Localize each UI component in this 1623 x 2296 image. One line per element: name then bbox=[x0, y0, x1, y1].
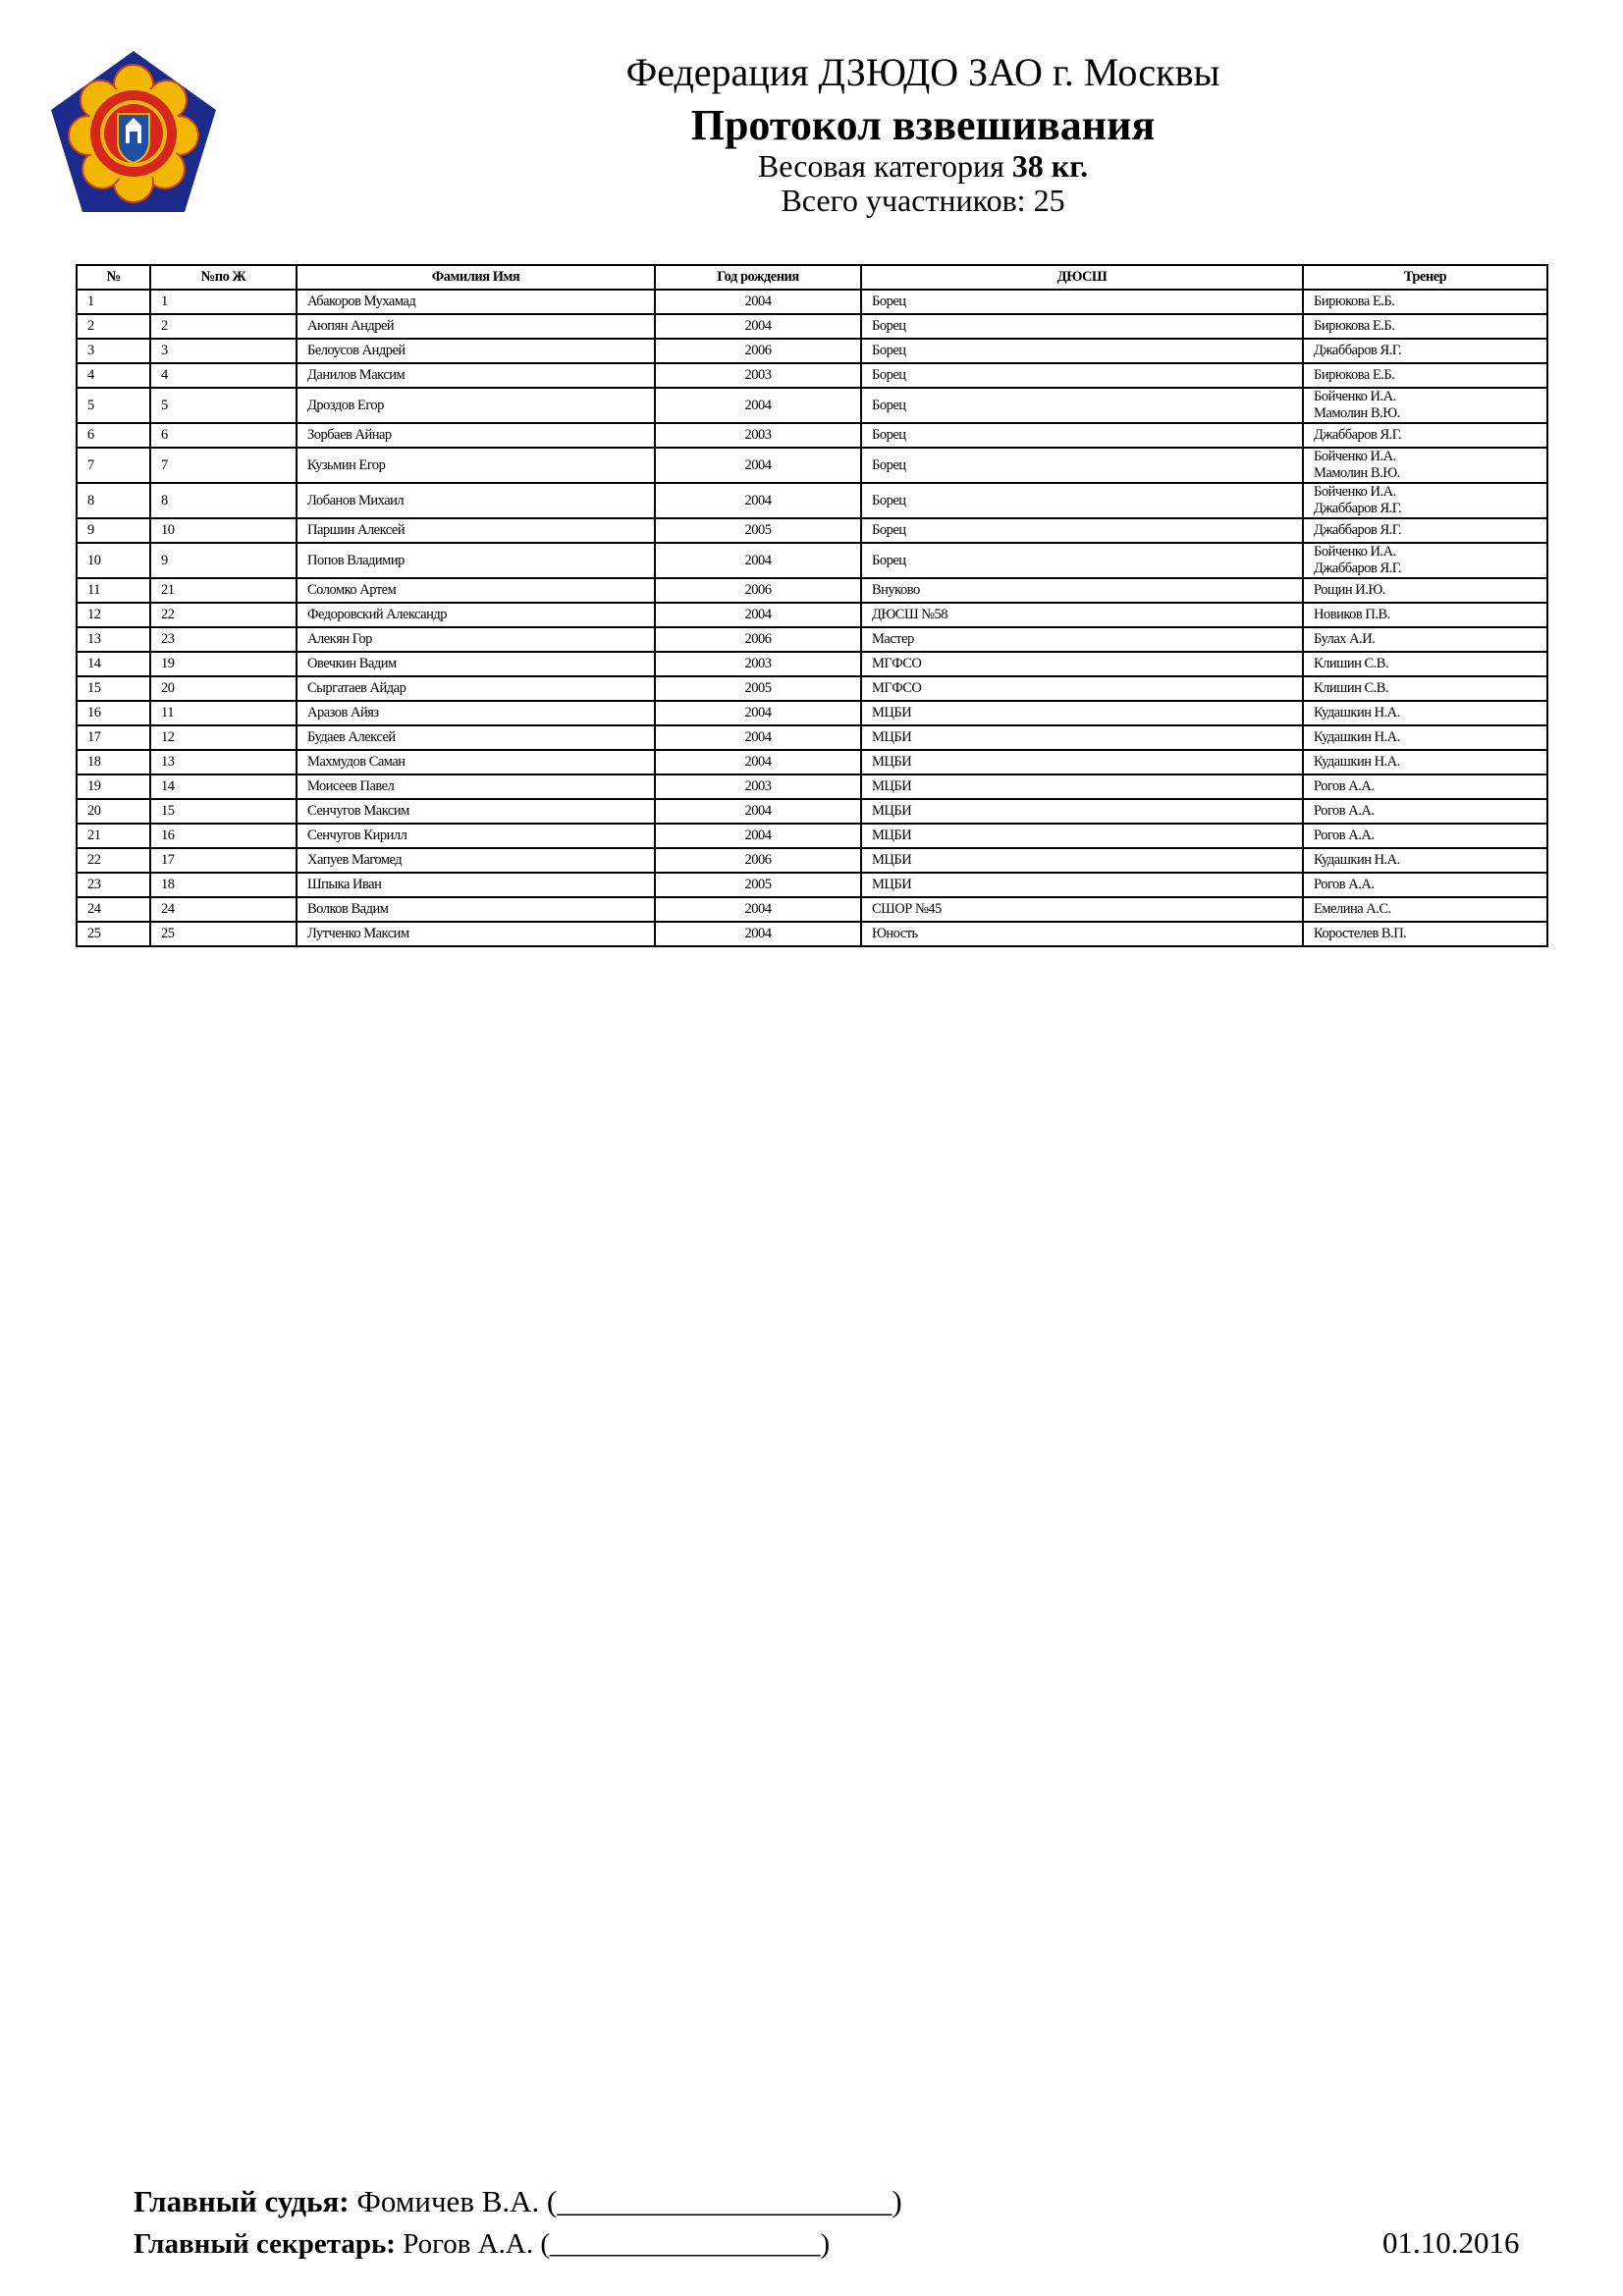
school-cell: Борец bbox=[861, 314, 1303, 339]
draw-number-cell: 19 bbox=[150, 652, 297, 676]
school-cell: Борец bbox=[861, 363, 1303, 388]
coach-name: Джаббаров Я.Г. bbox=[1314, 561, 1402, 576]
coach-name: Кудашкин Н.А. bbox=[1314, 729, 1400, 745]
draw-number-cell: 15 bbox=[150, 799, 297, 824]
school-cell: Борец bbox=[861, 543, 1303, 578]
coach-name: Рогов А.А. bbox=[1314, 828, 1375, 843]
birth-year-cell: 2004 bbox=[655, 603, 861, 627]
athlete-name-cell: Хапуев Магомед bbox=[297, 848, 655, 873]
coach-name: Бирюкова Е.Б. bbox=[1314, 294, 1395, 309]
table-row bbox=[77, 676, 1547, 701]
row-number-cell: 24 bbox=[77, 897, 150, 922]
row-number-cell: 19 bbox=[77, 774, 150, 799]
coach-name: Новиков П.В. bbox=[1314, 607, 1390, 622]
chief-judge-value: Фомичев В.А. (______________________) bbox=[356, 2184, 902, 2218]
athlete-name-cell: Сенчугов Максим bbox=[297, 799, 655, 824]
school-cell: МГФСО bbox=[861, 652, 1303, 676]
school-cell: МГФСО bbox=[861, 676, 1303, 701]
coach-cell bbox=[1303, 363, 1547, 388]
coach-cell bbox=[1303, 423, 1547, 448]
table-row bbox=[77, 873, 1547, 897]
draw-number-cell: 16 bbox=[150, 824, 297, 848]
athlete-name-cell: Сенчугов Кирилл bbox=[297, 824, 655, 848]
row-number-cell: 20 bbox=[77, 799, 150, 824]
school-cell: Борец bbox=[861, 423, 1303, 448]
table-row bbox=[77, 388, 1547, 423]
table-header-row bbox=[77, 265, 1547, 290]
coach-cell bbox=[1303, 774, 1547, 799]
table-row bbox=[77, 701, 1547, 725]
coach-name: Джаббаров Я.Г. bbox=[1314, 427, 1402, 443]
athlete-name-cell: Сыргатаев Айдар bbox=[297, 676, 655, 701]
table-row bbox=[77, 652, 1547, 676]
participants-total: Всего участников: 25 bbox=[781, 183, 1065, 218]
birth-year-cell: 2004 bbox=[655, 543, 861, 578]
row-number-cell: 13 bbox=[77, 627, 150, 652]
athlete-name-cell: Соломко Артем bbox=[297, 578, 655, 603]
coach-name: Бойченко И.А. bbox=[1314, 389, 1396, 404]
weight-category bbox=[471, 148, 1375, 185]
coach-name: Рогов А.А. bbox=[1314, 803, 1375, 819]
school-cell: СШОР №45 bbox=[861, 897, 1303, 922]
birth-year-cell: 2004 bbox=[655, 799, 861, 824]
table-row bbox=[77, 824, 1547, 848]
athlete-name-cell: Аюпян Андрей bbox=[297, 314, 655, 339]
school-cell: МЦБИ bbox=[861, 725, 1303, 750]
birth-year-cell: 2004 bbox=[655, 725, 861, 750]
coach-cell bbox=[1303, 701, 1547, 725]
row-number-cell: 3 bbox=[77, 339, 150, 363]
row-number-cell: 18 bbox=[77, 750, 150, 774]
coach-name: Бойченко И.А. bbox=[1314, 484, 1396, 500]
column-header: Фамилия Имя bbox=[297, 265, 655, 290]
coach-name: Бирюкова Е.Б. bbox=[1314, 367, 1395, 383]
coach-name: Бирюкова Е.Б. bbox=[1314, 318, 1395, 334]
draw-number-cell: 21 bbox=[150, 578, 297, 603]
row-number-cell: 9 bbox=[77, 518, 150, 543]
birth-year-cell: 2006 bbox=[655, 627, 861, 652]
draw-number-cell: 20 bbox=[150, 676, 297, 701]
birth-year-cell: 2004 bbox=[655, 750, 861, 774]
birth-year-cell: 2003 bbox=[655, 423, 861, 448]
row-number-cell: 12 bbox=[77, 603, 150, 627]
birth-year-cell: 2005 bbox=[655, 873, 861, 897]
athlete-name-cell: Овечкин Вадим bbox=[297, 652, 655, 676]
birth-year-cell: 2006 bbox=[655, 578, 861, 603]
draw-number-cell: 3 bbox=[150, 339, 297, 363]
birth-year-cell: 2003 bbox=[655, 363, 861, 388]
coach-name: Рощин И.Ю. bbox=[1314, 582, 1385, 598]
birth-year-cell: 2004 bbox=[655, 290, 861, 314]
chief-secretary-value: Рогов А.А. (___________________) bbox=[403, 2228, 831, 2260]
table-row bbox=[77, 725, 1547, 750]
birth-year-cell: 2004 bbox=[655, 701, 861, 725]
table-row bbox=[77, 483, 1547, 518]
birth-year-cell: 2003 bbox=[655, 774, 861, 799]
coach-name: Кудашкин Н.А. bbox=[1314, 754, 1400, 770]
row-number-cell: 7 bbox=[77, 448, 150, 483]
table-row bbox=[77, 448, 1547, 483]
coach-cell bbox=[1303, 897, 1547, 922]
draw-number-cell: 8 bbox=[150, 483, 297, 518]
coach-cell bbox=[1303, 314, 1547, 339]
row-number-cell: 5 bbox=[77, 388, 150, 423]
row-number-cell: 25 bbox=[77, 922, 150, 946]
draw-number-cell: 18 bbox=[150, 873, 297, 897]
table-row bbox=[77, 339, 1547, 363]
birth-year-cell: 2004 bbox=[655, 897, 861, 922]
coach-cell bbox=[1303, 543, 1547, 578]
table-row bbox=[77, 290, 1547, 314]
athlete-name-cell: Шпыка Иван bbox=[297, 873, 655, 897]
draw-number-cell: 4 bbox=[150, 363, 297, 388]
coach-cell bbox=[1303, 873, 1547, 897]
column-header: №по Ж bbox=[150, 265, 297, 290]
athlete-name-cell: Попов Владимир bbox=[297, 543, 655, 578]
athlete-name-cell: Будаев Алексей bbox=[297, 725, 655, 750]
row-number-cell: 6 bbox=[77, 423, 150, 448]
birth-year-cell: 2004 bbox=[655, 483, 861, 518]
birth-year-cell: 2006 bbox=[655, 848, 861, 873]
coach-cell bbox=[1303, 848, 1547, 873]
coach-cell bbox=[1303, 652, 1547, 676]
birth-year-cell: 2005 bbox=[655, 676, 861, 701]
birth-year-cell: 2006 bbox=[655, 339, 861, 363]
coach-name: Емелина А.С. bbox=[1314, 901, 1391, 917]
coach-name: Кудашкин Н.А. bbox=[1314, 705, 1400, 721]
weight-category-value: 38 кг. bbox=[1011, 148, 1089, 184]
birth-year-cell: 2005 bbox=[655, 518, 861, 543]
athlete-name-cell: Данилов Максим bbox=[297, 363, 655, 388]
coach-name: Клишин С.В. bbox=[1314, 656, 1389, 671]
coach-name: Коростелев В.П. bbox=[1314, 926, 1407, 941]
table-row bbox=[77, 603, 1547, 627]
table-row bbox=[77, 543, 1547, 578]
row-number-cell: 23 bbox=[77, 873, 150, 897]
coach-name: Джаббаров Я.Г. bbox=[1314, 343, 1402, 358]
table-row bbox=[77, 578, 1547, 603]
column-header: Год рождения bbox=[655, 265, 861, 290]
table-row bbox=[77, 922, 1547, 946]
table-row bbox=[77, 774, 1547, 799]
coach-cell bbox=[1303, 483, 1547, 518]
birth-year-cell: 2004 bbox=[655, 824, 861, 848]
school-cell: МЦБИ bbox=[861, 848, 1303, 873]
athlete-name-cell: Лутченко Максим bbox=[297, 922, 655, 946]
athlete-name-cell: Федоровский Александр bbox=[297, 603, 655, 627]
federation-emblem-icon bbox=[47, 49, 220, 216]
row-number-cell: 22 bbox=[77, 848, 150, 873]
coach-cell bbox=[1303, 725, 1547, 750]
school-cell: МЦБИ bbox=[861, 701, 1303, 725]
coach-cell bbox=[1303, 290, 1547, 314]
athlete-name-cell: Зорбаев Айнар bbox=[297, 423, 655, 448]
school-cell: Юность bbox=[861, 922, 1303, 946]
school-cell: Борец bbox=[861, 339, 1303, 363]
coach-name: Мамолин В.Ю. bbox=[1314, 465, 1400, 481]
table-row bbox=[77, 799, 1547, 824]
weight-category-label: Весовая категория bbox=[757, 148, 1004, 184]
table-row bbox=[77, 848, 1547, 873]
row-number-cell: 15 bbox=[77, 676, 150, 701]
school-cell: МЦБИ bbox=[861, 824, 1303, 848]
draw-number-cell: 2 bbox=[150, 314, 297, 339]
page-title: Протокол взвешивания bbox=[690, 101, 1156, 149]
draw-number-cell: 17 bbox=[150, 848, 297, 873]
chief-judge-label: Главный судья: bbox=[134, 2184, 350, 2218]
protocol-date: 01.10.2016 bbox=[1382, 2225, 1520, 2260]
draw-number-cell: 10 bbox=[150, 518, 297, 543]
athlete-name-cell: Абакоров Мухамад bbox=[297, 290, 655, 314]
coach-name: Мамолин В.Ю. bbox=[1314, 405, 1400, 421]
table-row bbox=[77, 750, 1547, 774]
column-header: Тренер bbox=[1303, 265, 1547, 290]
coach-cell bbox=[1303, 388, 1547, 423]
school-cell: МЦБИ bbox=[861, 799, 1303, 824]
draw-number-cell: 12 bbox=[150, 725, 297, 750]
column-header: ДЮСШ bbox=[861, 265, 1303, 290]
school-cell: Борец bbox=[861, 290, 1303, 314]
coach-cell bbox=[1303, 824, 1547, 848]
school-cell: Борец bbox=[861, 388, 1303, 423]
school-cell: Борец bbox=[861, 483, 1303, 518]
chief-secretary bbox=[134, 2228, 830, 2261]
chief-judge bbox=[134, 2184, 902, 2219]
birth-year-cell: 2004 bbox=[655, 388, 861, 423]
coach-cell bbox=[1303, 676, 1547, 701]
draw-number-cell: 22 bbox=[150, 603, 297, 627]
draw-number-cell: 1 bbox=[150, 290, 297, 314]
row-number-cell: 11 bbox=[77, 578, 150, 603]
draw-number-cell: 6 bbox=[150, 423, 297, 448]
coach-name: Булах А.И. bbox=[1314, 631, 1376, 647]
draw-number-cell: 7 bbox=[150, 448, 297, 483]
school-cell: Внуково bbox=[861, 578, 1303, 603]
draw-number-cell: 25 bbox=[150, 922, 297, 946]
coach-name: Бойченко И.А. bbox=[1314, 544, 1396, 560]
coach-name: Рогов А.А. bbox=[1314, 778, 1375, 794]
row-number-cell: 14 bbox=[77, 652, 150, 676]
table-row bbox=[77, 423, 1547, 448]
coach-cell bbox=[1303, 518, 1547, 543]
birth-year-cell: 2004 bbox=[655, 314, 861, 339]
chief-secretary-label: Главный секретарь: bbox=[134, 2228, 396, 2260]
row-number-cell: 17 bbox=[77, 725, 150, 750]
birth-year-cell: 2004 bbox=[655, 448, 861, 483]
row-number-cell: 1 bbox=[77, 290, 150, 314]
row-number-cell: 16 bbox=[77, 701, 150, 725]
school-cell: Борец bbox=[861, 518, 1303, 543]
coach-cell bbox=[1303, 578, 1547, 603]
draw-number-cell: 13 bbox=[150, 750, 297, 774]
row-number-cell: 21 bbox=[77, 824, 150, 848]
athlete-name-cell: Аразов Айяз bbox=[297, 701, 655, 725]
coach-cell bbox=[1303, 448, 1547, 483]
birth-year-cell: 2004 bbox=[655, 922, 861, 946]
table-row bbox=[77, 518, 1547, 543]
table-row bbox=[77, 897, 1547, 922]
athlete-name-cell: Дроздов Егор bbox=[297, 388, 655, 423]
row-number-cell: 2 bbox=[77, 314, 150, 339]
athlete-name-cell: Белоусов Андрей bbox=[297, 339, 655, 363]
coach-name: Джаббаров Я.Г. bbox=[1314, 501, 1402, 516]
coach-name: Кудашкин Н.А. bbox=[1314, 852, 1400, 868]
school-cell: МЦБИ bbox=[861, 873, 1303, 897]
draw-number-cell: 5 bbox=[150, 388, 297, 423]
coach-name: Бойченко И.А. bbox=[1314, 449, 1396, 464]
birth-year-cell: 2003 bbox=[655, 652, 861, 676]
school-cell: Борец bbox=[861, 448, 1303, 483]
coach-name: Клишин С.В. bbox=[1314, 680, 1389, 696]
athlete-name-cell: Паршин Алексей bbox=[297, 518, 655, 543]
athlete-name-cell: Махмудов Саман bbox=[297, 750, 655, 774]
draw-number-cell: 9 bbox=[150, 543, 297, 578]
coach-cell bbox=[1303, 922, 1547, 946]
row-number-cell: 8 bbox=[77, 483, 150, 518]
table-row bbox=[77, 363, 1547, 388]
column-header: № bbox=[77, 265, 150, 290]
draw-number-cell: 14 bbox=[150, 774, 297, 799]
draw-number-cell: 23 bbox=[150, 627, 297, 652]
school-cell: ДЮСШ №58 bbox=[861, 603, 1303, 627]
coach-cell bbox=[1303, 339, 1547, 363]
school-cell: Мастер bbox=[861, 627, 1303, 652]
athlete-name-cell: Кузьмин Егор bbox=[297, 448, 655, 483]
school-cell: МЦБИ bbox=[861, 774, 1303, 799]
coach-cell bbox=[1303, 750, 1547, 774]
coach-cell bbox=[1303, 627, 1547, 652]
athlete-name-cell: Алекян Гор bbox=[297, 627, 655, 652]
athlete-name-cell: Моисеев Павел bbox=[297, 774, 655, 799]
table-row bbox=[77, 314, 1547, 339]
coach-cell bbox=[1303, 603, 1547, 627]
coach-cell bbox=[1303, 799, 1547, 824]
row-number-cell: 4 bbox=[77, 363, 150, 388]
table-row bbox=[77, 627, 1547, 652]
athlete-name-cell: Волков Вадим bbox=[297, 897, 655, 922]
draw-number-cell: 11 bbox=[150, 701, 297, 725]
school-cell: МЦБИ bbox=[861, 750, 1303, 774]
row-number-cell: 10 bbox=[77, 543, 150, 578]
coach-name: Джаббаров Я.Г. bbox=[1314, 522, 1402, 538]
athlete-name-cell: Лобанов Михаил bbox=[297, 483, 655, 518]
draw-number-cell: 24 bbox=[150, 897, 297, 922]
federation-name: Федерация ДЗЮДО ЗАО г. Москвы bbox=[625, 50, 1220, 94]
weigh-in-table bbox=[76, 264, 1548, 947]
coach-name: Рогов А.А. bbox=[1314, 877, 1375, 892]
